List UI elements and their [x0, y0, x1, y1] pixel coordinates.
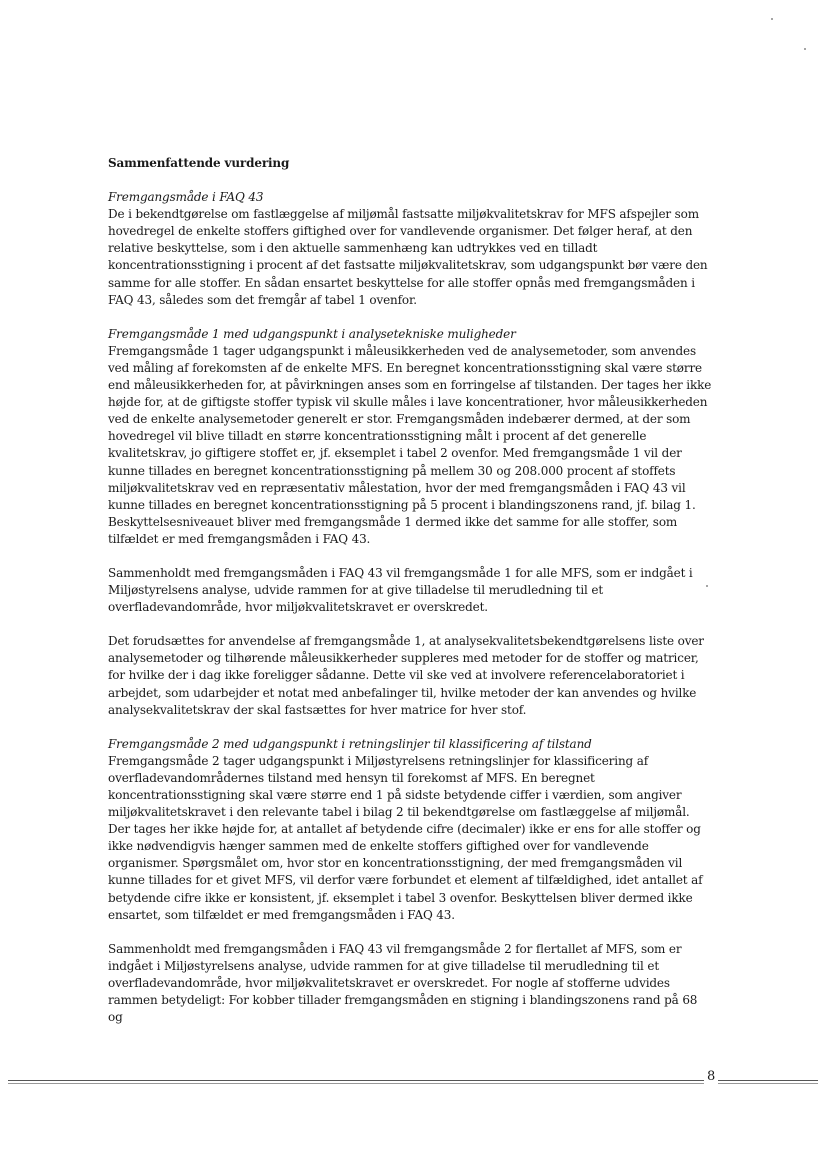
paragraph: Sammenholdt med fremgangsmåden i FAQ 43 vil fremgangsmåde 2 for flertallet af MFS, som er indgået i Miljøstyrelsens analyse, udvide rammen for at give tilladelse til merudledning til et overfladevandområde, hvor miljøkvalitetskravet er overskredet. For nogle af stofferne udvides rammen betydeligt: For kobber tillader fremgangsmåden en stigning i blandingszonens rand på 68 og — [108, 941, 698, 1025]
page-heading: Sammenfattende vurdering — [108, 156, 290, 170]
document-body — [108, 155, 715, 1043]
scan-speck — [771, 18, 773, 20]
section-title: Fremgangsmåde 1 med udgangspunkt i analysetekniske muligheder — [108, 326, 516, 341]
paragraph: De i bekendtgørelse om fastlæggelse af miljømål fastsatte miljøkvalitetskrav for MFS afspejler som hovedregel de enkelte stoffers giftighed over for vandlevende organismer. Det følger heraf, at den relative beskyttelse, som i den aktuelle sammenhæng kan udtrykkes ved en tilladt koncentrationsstigning i procent af det fastsatte miljøkvalitetskrav, som udgangspunkt bør være den samme for alle stoffer. En sådan ensartet beskyttelse for alle stoffer opnås med fremgangsmåden i FAQ 43, således som det fremgår af tabel 1 ovenfor. — [108, 207, 708, 307]
paragraph: Fremgangsmåde 1 tager udgangspunkt i måleusikkerheden ved de analysemetoder, som anvendes ved måling af forekomsten af de enkelte MFS. En beregnet koncentrationsstigning skal være større end måleusikkerheden for, at påvirkningen anses som en forringelse af tilstanden. Der tages her ikke højde for, at de giftigste stoffer typisk vil skulle måles i lave koncentrationer, hvor måleusikkerheden ved de enkelte analysemetoder generelt er stor. Fremgangsmåden indebærer dermed, at der som hovedregel vil blive tilladt en større koncentrationsstigning målt i procent af det generelle kvalitetskrav, jo giftigere stoffet er, jf. eksemplet i tabel 2 ovenfor. Med fremgangsmåde 1 vil der kunne tillades en beregnet koncentrationsstigning på mellem 30 og 208.000 procent af stoffets miljøkvalitetskrav ved en repræsentativ målestation, hvor der med fremgangsmåden i FAQ 43 vil kunne tillades en beregnet koncentrationsstigning på 5 procent i blandingszonens rand, jf. bilag 1. Beskyttelsesniveauet bliver med fremgangsmåde 1 dermed ikke det samme for alle stoffer, som tilfældet er med fremgangsmåden i FAQ 43. — [108, 343, 712, 546]
paragraph: Fremgangsmåde 2 tager udgangspunkt i Miljøstyrelsens retningslinjer for klassificering af overfladevandområdernes tilstand med hensyn til forekomst af MFS. En beregnet koncentrationsstigning skal være større end 1 på sidste betydende ciffer i værdien, som angiver miljøkvalitetskravet i den relevante tabel i bilag 2 til bekendtgørelse om fastlæggelse af miljømål. Der tages her ikke højde for, at antallet af betydende cifre (decimaler) ikke er ens for alle stoffer og ikke nødvendigvis hænger sammen med de enkelte stoffers giftighed over for vandlevende organismer. Spørgsmålet om, hvor stor en koncentrationsstigning, der med fremgangsmåden vil kunne tillades for et givet MFS, vil derfor være forbundet et element af tilfældighed, idet antallet af betydende cifre ikke er konsistent, jf. eksemplet i tabel 3 ovenfor. Beskyttelsen bliver dermed ikke ensartet, som tilfældet er med fremgangsmåden i FAQ 43. — [108, 753, 703, 922]
section-title: Fremgangsmåde 2 med udgangspunkt i retningslinjer til klassificering af tilstand — [108, 736, 592, 751]
paragraph: Sammenholdt med fremgangsmåden i FAQ 43 vil fremgangsmåde 1 for alle MFS, som er indgået i Miljøstyrelsens analyse, udvide rammen for at give tilladelse til merudledning til et overfladevandområde, hvor miljøkvalitetskravet er overskredet. — [108, 565, 693, 615]
section-method-1 — [108, 326, 715, 719]
section-title: Fremgangsmåde i FAQ 43 — [108, 190, 264, 205]
section-faq43 — [108, 189, 715, 309]
paragraph: Det forudsættes for anvendelse af fremgangsmåde 1, at analysekvalitetsbekendtgørelsens liste over analysemetoder og tilhørende måleusikkerheder suppleres med metoder for de stoffer og matricer, for hvilke der i dag ikke foreligger sådanne. Dette vil ske ved at involvere referencelaboratoriet i arbejdet, som udarbejder et notat med anbefalinger til, hvilke metoder der kan anvendes og hvilke analysekvalitetskrav der skal fastsættes for hver matrice for hver stof. — [108, 634, 704, 717]
scan-speck — [804, 48, 806, 50]
scan-speck — [706, 585, 708, 587]
footer-rule-secondary — [8, 1083, 818, 1084]
footer-rule — [8, 1080, 818, 1081]
page-number: 8 — [704, 1069, 718, 1084]
section-method-2 — [108, 736, 715, 1027]
